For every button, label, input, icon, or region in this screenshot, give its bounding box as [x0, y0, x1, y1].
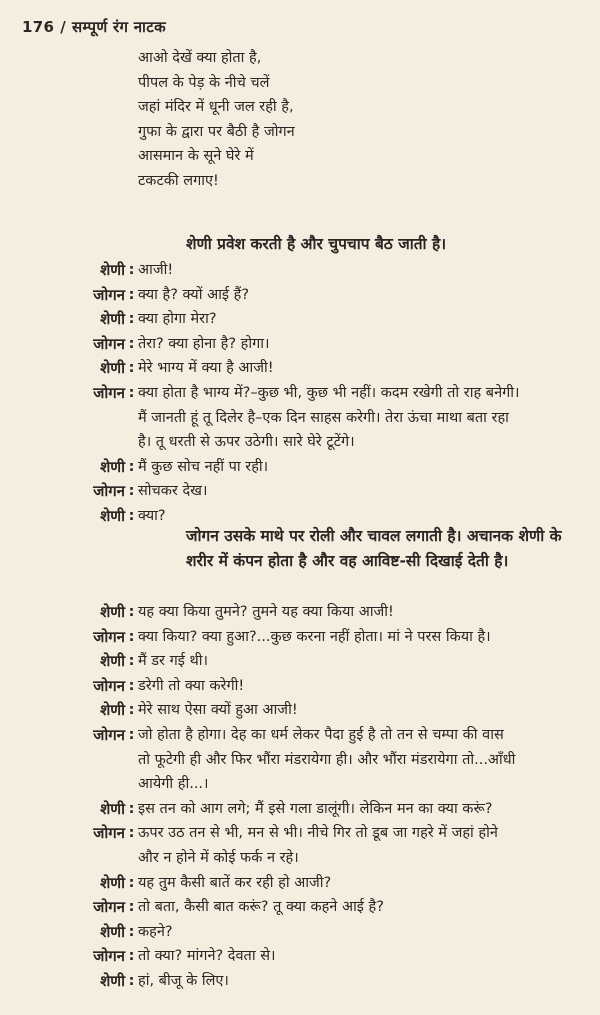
speech-line: मेरे भाग्य में क्या है आजी!: [138, 360, 274, 377]
speech-line: मेरे साथ ऐसा क्यों हुआ आजी!: [138, 702, 298, 719]
dialogue-line: [0, 381, 600, 455]
speaker-colon: :: [128, 286, 135, 303]
speaker-colon: :: [128, 825, 135, 842]
speaker-colon: :: [128, 483, 135, 500]
speaker-name: शेणी: [100, 873, 125, 892]
dialogue-line: [0, 895, 600, 920]
speaker-name: शेणी: [100, 701, 125, 720]
speech-line: मैं जानती हूं तू दिलेर है–एक दिन साहस करेगी। तेरा ऊंचा माथा बता रहा: [138, 409, 509, 426]
speech-text: [138, 920, 586, 945]
dialogue-line: [0, 920, 600, 945]
dialogue-line: [0, 871, 600, 896]
speaker-colon: :: [128, 874, 135, 891]
speaker-name: शेणी: [100, 799, 125, 818]
speaker-colon: :: [128, 972, 135, 989]
speaker-colon: :: [128, 262, 135, 278]
speech-line: तो फूटेगी ही और फिर भौंरा मंडरायेगा ही। और भौंरा मंडरायेगा तो...आँधी: [138, 751, 516, 768]
dialogue-line: [0, 600, 600, 625]
speech-text: [138, 674, 586, 699]
speaker-name: शेणी: [100, 971, 125, 990]
speech-line: मैं डर गई थी।: [138, 653, 208, 670]
verse-line: टकटकी लगाए!: [138, 172, 219, 189]
dialogue-line: [0, 258, 600, 283]
speaker-colon: :: [128, 702, 135, 719]
dialogue-line: [0, 455, 600, 480]
speech-line: ऊपर उठ तन से भी, मन से भी। नीचे गिर तो डूब जा गहरे में जहां होने: [138, 825, 498, 842]
book-title: सम्पूर्ण रंग नाटक: [72, 18, 166, 36]
stage-direction: जोगन उसके माथे पर रोली और चावल लगाती है। अचानक शेणी के शरीर में कंपन होता है और वह आविष्ट-सी दिखाई देती है।: [186, 527, 562, 570]
speech-line: तेरा? क्या होना है? होगा।: [138, 335, 270, 352]
dialogue-line: [0, 674, 600, 699]
speech-text: [138, 332, 586, 357]
speaker-colon: :: [128, 948, 135, 965]
speaker-colon: :: [128, 726, 135, 743]
speaker-name: शेणी: [100, 506, 125, 525]
speaker-colon: :: [128, 923, 135, 940]
dialogue-block: [0, 600, 600, 994]
speech-line: यह तुम कैसी बातें कर रही हो आजी?: [138, 874, 332, 891]
dialogue-line: [0, 332, 600, 357]
dialogue-line: [0, 356, 600, 381]
speaker-colon: :: [128, 899, 135, 916]
speech-line: इस तन को आग लगे; मैं इसे गला डालूंगी। लेकिन मन का क्या करूं?: [138, 800, 493, 817]
speaker-name: शेणी: [100, 310, 125, 329]
speech-text: [138, 871, 586, 896]
dialogue-line: [0, 944, 600, 969]
speech-text: [138, 600, 586, 625]
dialogue-line: [0, 723, 600, 797]
speech-line: क्या होगा मेरा?: [138, 311, 217, 328]
speech-line: तो क्या? मांगने? देवता से।: [138, 948, 276, 965]
speaker-colon: :: [128, 628, 135, 645]
speech-text: [138, 356, 586, 381]
speech-line: क्या?: [138, 507, 166, 524]
speech-text: [138, 479, 586, 504]
speech-line: तो बता, कैसी बात करूं? तू क्या कहने आई है?: [138, 899, 384, 916]
speaker-name: जोगन: [93, 898, 125, 917]
dialogue-line: [0, 479, 600, 504]
speaker-colon: :: [128, 604, 135, 620]
verse-line: आसमान के सूने घेरे में: [138, 148, 254, 165]
speaker-name: जोगन: [93, 947, 125, 966]
speech-text: [138, 455, 586, 480]
header-separator: /: [60, 18, 66, 36]
speech-line: मैं कुछ सोच नहीं पा रही।: [138, 458, 269, 475]
speaker-name: जोगन: [93, 627, 125, 646]
speech-line: क्या किया? क्या हुआ?...कुछ करना नहीं होता। मां ने परस किया है।: [138, 628, 491, 645]
verse-block: [138, 46, 295, 194]
speech-line: डरेगी तो क्या करेगी!: [138, 677, 245, 694]
speaker-colon: :: [128, 311, 135, 328]
speaker-name: जोगन: [93, 725, 125, 744]
speaker-name: शेणी: [100, 359, 125, 378]
speaker-name: जोगन: [93, 334, 125, 353]
dialogue-line: [0, 797, 600, 822]
speech-line: आयेगी ही...।: [138, 776, 209, 793]
speech-text: [138, 895, 586, 920]
speech-text: [138, 797, 586, 822]
verse-line: पीपल के पेड़ के नीचे चलें: [138, 74, 270, 91]
speaker-name: जोगन: [93, 482, 125, 501]
verse-line: आओ देखें क्या होता है,: [138, 50, 262, 66]
dialogue-block: [0, 258, 600, 529]
speech-text: [138, 969, 586, 994]
speaker-name: शेणी: [100, 261, 125, 279]
speaker-name: जोगन: [93, 824, 125, 843]
dialogue-line: [0, 969, 600, 994]
speech-line: आजी!: [138, 262, 174, 278]
dialogue-line: [0, 698, 600, 723]
speech-text: [138, 283, 586, 308]
speaker-colon: :: [128, 677, 135, 694]
speech-text: [138, 723, 586, 797]
speaker-colon: :: [128, 507, 135, 524]
speech-text: [138, 944, 586, 969]
speech-line: हां, बीजू के लिए।: [138, 972, 229, 989]
running-header: [22, 17, 166, 37]
speech-line: जो होता है होगा। देह का धर्म लेकर पैदा हुई है तो तन से चम्पा की वास: [138, 726, 504, 743]
speech-text: [138, 307, 586, 332]
speech-text: [138, 258, 586, 283]
speaker-name: शेणी: [100, 652, 125, 671]
verse-line: जहां मंदिर में धूनी जल रही है,: [138, 99, 294, 116]
speech-text: [138, 649, 586, 674]
speaker-colon: :: [128, 800, 135, 817]
speech-line: और न होने में कोई फर्क न रहे।: [138, 849, 299, 866]
dialogue-line: [0, 625, 600, 650]
speech-line: क्या होता है भाग्य में?–कुछ भी, कुछ भी नहीं। कदम रखेगी तो राह बनेगी।: [138, 384, 520, 401]
speaker-name: शेणी: [100, 457, 125, 476]
stage-direction: शेणी प्रवेश करती है और चुपचाप बैठ जाती है।: [186, 235, 447, 253]
speech-text: [138, 821, 586, 870]
speaker-name: शेणी: [100, 922, 125, 941]
speech-text: [138, 698, 586, 723]
speech-line: है। तू धरती से ऊपर उठेगी। सारे घेरे टूटेंगे।: [138, 434, 355, 451]
dialogue-line: [0, 649, 600, 674]
speaker-name: जोगन: [93, 383, 125, 402]
speech-line: क्या है? क्यों आई हैं?: [138, 286, 250, 303]
speaker-colon: :: [128, 360, 135, 377]
speaker-name: जोगन: [93, 676, 125, 695]
speaker-colon: :: [128, 335, 135, 352]
speech-line: सोचकर देख।: [138, 483, 208, 500]
speech-line: कहने?: [138, 923, 173, 940]
speech-line: यह क्या किया तुमने? तुमने यह क्या किया आजी!: [138, 604, 394, 620]
speech-text: [138, 381, 586, 455]
verse-line: गुफा के द्वारा पर बैठी है जोगन: [138, 123, 295, 140]
dialogue-line: [0, 283, 600, 308]
dialogue-line: [0, 821, 600, 870]
page-number: 176: [22, 18, 55, 36]
speaker-colon: :: [128, 653, 135, 670]
dialogue-line: [0, 307, 600, 332]
speaker-name: जोगन: [93, 285, 125, 304]
speech-text: [138, 625, 586, 650]
speaker-colon: :: [128, 458, 135, 475]
speaker-name: शेणी: [100, 603, 125, 621]
speaker-colon: :: [128, 384, 135, 401]
